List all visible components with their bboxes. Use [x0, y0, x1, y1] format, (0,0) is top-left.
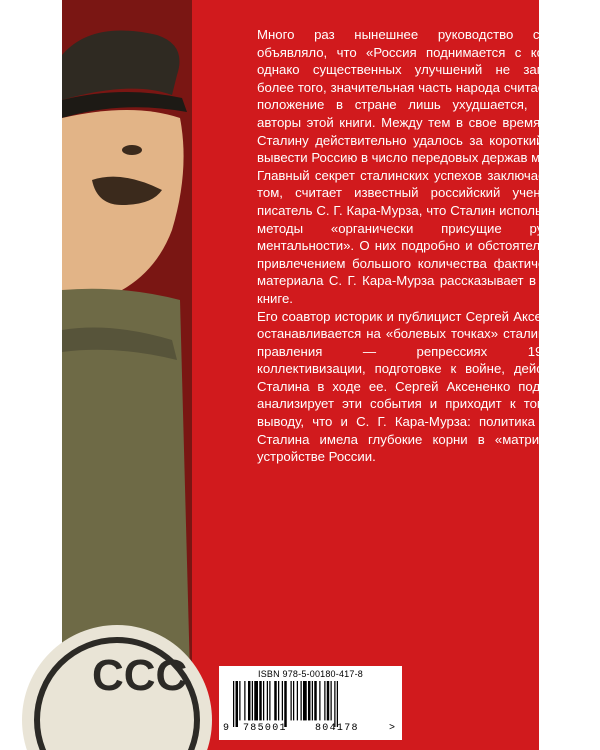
paragraph-3: Его соавтор историк и публицист Сергей Аксененко останавливается на «болевых точках» сталинского правления — репрессиях 1937-го, коллективизации, подготовке к войне, действиях Сталина в ходе ее. Сергей Аксененко подробно анализирует эти события и приходит к тому же выводу, что и С. Г. Кара-Мурза: политика И. В. Сталина имела глубокие корни в «матричном» устройстве России.: [257, 308, 577, 465]
annotation-text: [257, 26, 577, 466]
paragraph-1: Много раз нынешнее руководство страны объявляло, что «Россия поднимается с колен», однако существенных улучшений не заметно, более того, значительная часть народа считает, что положение в стране лишь ухудшается, пишут авторы этой книги. Между тем в свое время И. В. Сталину действительно удалось за короткий срок вывести Россию в число передовых держав мира.: [257, 27, 577, 166]
isbn-number: ISBN 978-5-00180-417-8: [258, 669, 363, 679]
barcode-digit-first: 9: [223, 723, 231, 734]
barcode-digits-left: 785001: [243, 723, 287, 734]
barcode-bars: [233, 681, 393, 727]
barcode-label: [219, 666, 402, 740]
barcode-digits-right: 804178: [315, 723, 359, 734]
paragraph-2: Главный секрет сталинских успехов заключается в том, считает известный российский ученый и писатель С. Г. Кара-Мурза, что Сталин использовал методы «органически присущие русской ментальности». О них подробно и обстоятельно, с привлечением большого количества фактического материала С. Г. Кара-Мурза рассказывает в своей книге.: [257, 167, 577, 306]
badge-text: CCC: [92, 651, 188, 700]
barcode-arrow: >: [389, 723, 397, 734]
back-cover: [62, 0, 577, 750]
portrait-artwork: [62, 0, 192, 750]
